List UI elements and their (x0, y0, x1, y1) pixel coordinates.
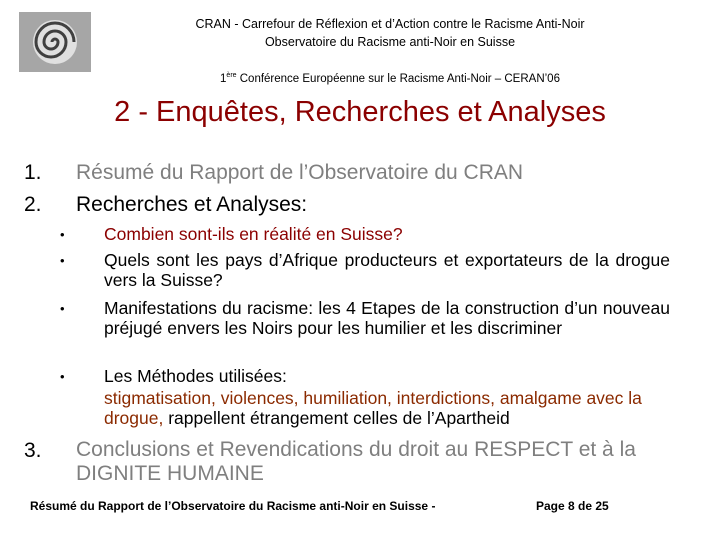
item-text-3: Conclusions et Revendications du droit au RESPECT et à la DIGNITE HUMAINE (76, 438, 636, 485)
header-organisation: CRAN - Carrefour de Réflexion et d’Action contre le Racisme Anti-Noir (195, 17, 585, 31)
item-number-2: 2. (24, 193, 42, 216)
bullet-marker: • (60, 301, 65, 316)
bullet-text-2: Quels sont les pays d’Afrique producteurs et exportateurs de la drogue vers la Suisse? (104, 250, 670, 290)
conference-name: Conférence Européenne sur le Racisme Anti-Noir – CERAN’06 (236, 72, 560, 85)
header-conference (110, 68, 670, 87)
item-text-2: Recherches et Analyses: (76, 193, 308, 216)
conference-ordinal: ère (226, 72, 237, 79)
slide-title: 2 - Enquêtes, Recherches et Analyses (114, 96, 606, 128)
methods-detail (104, 388, 670, 428)
bullet-marker: • (60, 227, 65, 242)
header-observatory: Observatoire du Racisme anti-Noir en Suisse (264, 35, 516, 49)
bullet-text-4: Les Méthodes utilisées: (104, 366, 287, 386)
item-text-1: Résumé du Rapport de l’Observatoire du CRAN (76, 161, 524, 184)
page-number: Page 8 de 25 (536, 499, 609, 513)
bullet-marker: • (60, 369, 65, 384)
item-number-3: 3. (24, 439, 42, 462)
bullet-text-1: Combien sont-ils en réalité en Suisse? (104, 224, 403, 244)
item-number-1: 1. (24, 161, 42, 184)
methods-rest: rappellent étrangement celles de l’Apartheid (163, 408, 510, 428)
footer-text: Résumé du Rapport de l’Observatoire du Racisme anti-Noir en Suisse - (30, 499, 436, 513)
cran-logo (19, 12, 91, 72)
bullet-marker: • (60, 253, 65, 268)
bullet-text-3: Manifestations du racisme: les 4 Etapes de la construction d’un nouveau préjugé envers les Noirs pour les humilier et les discriminer (104, 298, 670, 338)
methods-highlight: stigmatisation, violences, humiliation, interdictions, amalgame avec la drogue, (104, 388, 642, 428)
spiral-logo-icon (19, 12, 91, 72)
conference-number: 1 (220, 72, 227, 85)
